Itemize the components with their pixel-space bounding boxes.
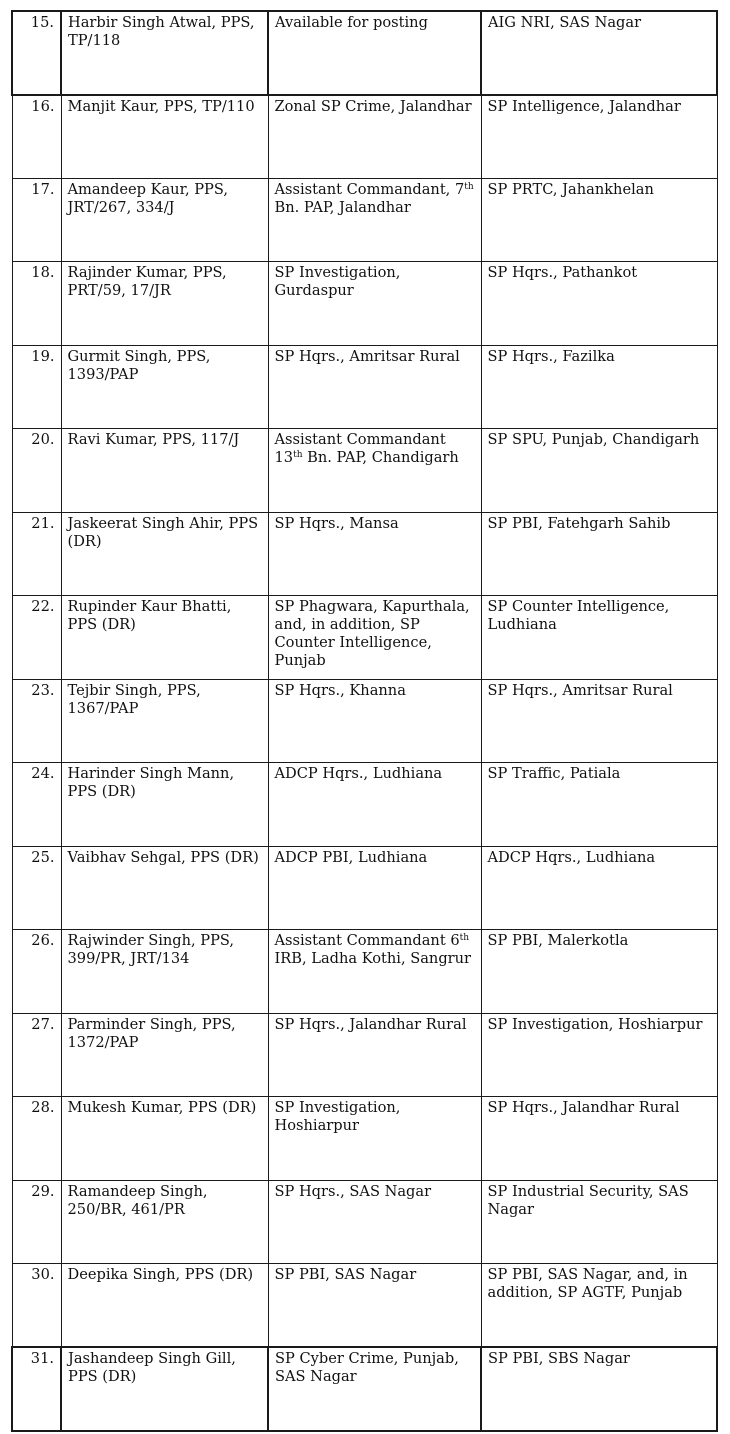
table-row bbox=[12, 345, 717, 429]
table-row bbox=[12, 178, 717, 262]
table-row bbox=[12, 846, 717, 930]
table-row bbox=[12, 262, 717, 346]
ordinal-suffix: th bbox=[464, 181, 474, 192]
new-posting: SP Intelligence, Jalandhar bbox=[481, 95, 717, 179]
new-posting: SP PBI, SAS Nagar, and, in addition, SP AGTF, Punjab bbox=[481, 1264, 717, 1348]
current-posting: SP Hqrs., Mansa bbox=[268, 512, 481, 596]
current-posting: SP Hqrs., Amritsar Rural bbox=[268, 345, 481, 429]
current-posting: SP Investigation, Hoshiarpur bbox=[268, 1097, 481, 1181]
serial-number: 18. bbox=[12, 262, 61, 346]
table-row bbox=[12, 1264, 717, 1348]
current-posting: SP Hqrs., SAS Nagar bbox=[268, 1180, 481, 1264]
table-row bbox=[12, 512, 717, 596]
current-posting bbox=[268, 178, 481, 262]
posting-text: Assistant Commandant, 7 bbox=[274, 180, 465, 198]
serial-number: 26. bbox=[12, 930, 61, 1014]
table-row bbox=[12, 95, 717, 179]
table-row bbox=[12, 1013, 717, 1097]
current-posting: Available for posting bbox=[268, 11, 481, 95]
serial-number: 29. bbox=[12, 1180, 61, 1264]
table-row bbox=[12, 11, 717, 95]
new-posting: SP Hqrs., Pathankot bbox=[481, 262, 717, 346]
serial-number: 16. bbox=[12, 95, 61, 179]
current-posting: ADCP PBI, Ludhiana bbox=[268, 846, 481, 930]
postings-table bbox=[11, 10, 718, 1432]
serial-number: 28. bbox=[12, 1097, 61, 1181]
officer-name: Vaibhav Sehgal, PPS (DR) bbox=[61, 846, 268, 930]
table-row bbox=[12, 429, 717, 513]
officer-name: Tejbir Singh, PPS, 1367/PAP bbox=[61, 679, 268, 763]
posting-text: Assistant Commandant 13 bbox=[274, 431, 446, 466]
serial-number: 24. bbox=[12, 763, 61, 847]
table-row bbox=[12, 1097, 717, 1181]
new-posting: ADCP Hqrs., Ludhiana bbox=[481, 846, 717, 930]
table-row bbox=[12, 1180, 717, 1264]
new-posting: SP Hqrs., Amritsar Rural bbox=[481, 679, 717, 763]
officer-name: Harinder Singh Mann, PPS (DR) bbox=[61, 763, 268, 847]
serial-number: 31. bbox=[12, 1347, 61, 1431]
new-posting: SP PBI, Fatehgarh Sahib bbox=[481, 512, 717, 596]
officer-name: Rajwinder Singh, PPS, 399/PR, JRT/134 bbox=[61, 930, 268, 1014]
officer-name: Deepika Singh, PPS (DR) bbox=[61, 1264, 268, 1348]
serial-number: 27. bbox=[12, 1013, 61, 1097]
serial-number: 30. bbox=[12, 1264, 61, 1348]
table-row bbox=[12, 1347, 717, 1431]
new-posting: SP Traffic, Patiala bbox=[481, 763, 717, 847]
officer-name: Ramandeep Singh, 250/BR, 461/PR bbox=[61, 1180, 268, 1264]
new-posting: SP Investigation, Hoshiarpur bbox=[481, 1013, 717, 1097]
current-posting: SP Investigation, Gurdaspur bbox=[268, 262, 481, 346]
new-posting: AIG NRI, SAS Nagar bbox=[481, 11, 717, 95]
serial-number: 15. bbox=[12, 11, 61, 95]
officer-name: Harbir Singh Atwal, PPS, TP/118 bbox=[61, 11, 268, 95]
officer-name: Rajinder Kumar, PPS, PRT/59, 17/JR bbox=[61, 262, 268, 346]
officer-name: Jashandeep Singh Gill, PPS (DR) bbox=[61, 1347, 268, 1431]
posting-text: Bn. PAP, Chandigarh bbox=[302, 449, 459, 466]
serial-number: 23. bbox=[12, 679, 61, 763]
current-posting: SP PBI, SAS Nagar bbox=[268, 1264, 481, 1348]
officer-name: Ravi Kumar, PPS, 117/J bbox=[61, 429, 268, 513]
new-posting: SP Hqrs., Jalandhar Rural bbox=[481, 1097, 717, 1181]
table-row bbox=[12, 930, 717, 1014]
new-posting: SP PRTC, Jahankhelan bbox=[481, 178, 717, 262]
table-row bbox=[12, 679, 717, 763]
posting-text: Bn. PAP, Jalandhar bbox=[274, 198, 411, 216]
posting-text: Assistant Commandant 6 bbox=[274, 932, 460, 949]
ordinal-suffix: th bbox=[459, 933, 470, 943]
current-posting: Zonal SP Crime, Jalandhar bbox=[268, 95, 481, 179]
new-posting: SP PBI, Malerkotla bbox=[481, 930, 717, 1014]
current-posting: SP Phagwara, Kapurthala, and, in addition, SP Counter Intelligence, Punjab bbox=[268, 596, 481, 680]
officer-name: Parminder Singh, PPS, 1372/PAP bbox=[61, 1013, 268, 1097]
posting-text: IRB, Ladha Kothi, Sangrur bbox=[274, 950, 472, 967]
new-posting: SP Counter Intelligence, Ludhiana bbox=[481, 596, 717, 680]
postings-document bbox=[11, 10, 716, 1432]
ordinal-suffix: th bbox=[293, 450, 303, 460]
new-posting: SP PBI, SBS Nagar bbox=[481, 1347, 717, 1431]
officer-name: Amandeep Kaur, PPS, JRT/267, 334/J bbox=[61, 178, 268, 262]
serial-number: 25. bbox=[12, 846, 61, 930]
serial-number: 22. bbox=[12, 596, 61, 680]
officer-name: Mukesh Kumar, PPS (DR) bbox=[61, 1097, 268, 1181]
new-posting: SP Hqrs., Fazilka bbox=[481, 345, 717, 429]
new-posting: SP SPU, Punjab, Chandigarh bbox=[481, 429, 717, 513]
current-posting bbox=[268, 429, 481, 513]
serial-number: 21. bbox=[12, 512, 61, 596]
new-posting: SP Industrial Security, SAS Nagar bbox=[481, 1180, 717, 1264]
officer-name: Manjit Kaur, PPS, TP/110 bbox=[61, 95, 268, 179]
current-posting: SP Hqrs., Jalandhar Rural bbox=[268, 1013, 481, 1097]
current-posting: SP Cyber Crime, Punjab, SAS Nagar bbox=[268, 1347, 481, 1431]
officer-name: Gurmit Singh, PPS, 1393/PAP bbox=[61, 345, 268, 429]
table-row bbox=[12, 763, 717, 847]
current-posting: ADCP Hqrs., Ludhiana bbox=[268, 763, 481, 847]
officer-name: Jaskeerat Singh Ahir, PPS (DR) bbox=[61, 512, 268, 596]
serial-number: 20. bbox=[12, 429, 61, 513]
serial-number: 19. bbox=[12, 345, 61, 429]
current-posting: SP Hqrs., Khanna bbox=[268, 679, 481, 763]
serial-number: 17. bbox=[12, 178, 61, 262]
table-row bbox=[12, 596, 717, 680]
officer-name: Rupinder Kaur Bhatti, PPS (DR) bbox=[61, 596, 268, 680]
current-posting bbox=[268, 930, 481, 1014]
